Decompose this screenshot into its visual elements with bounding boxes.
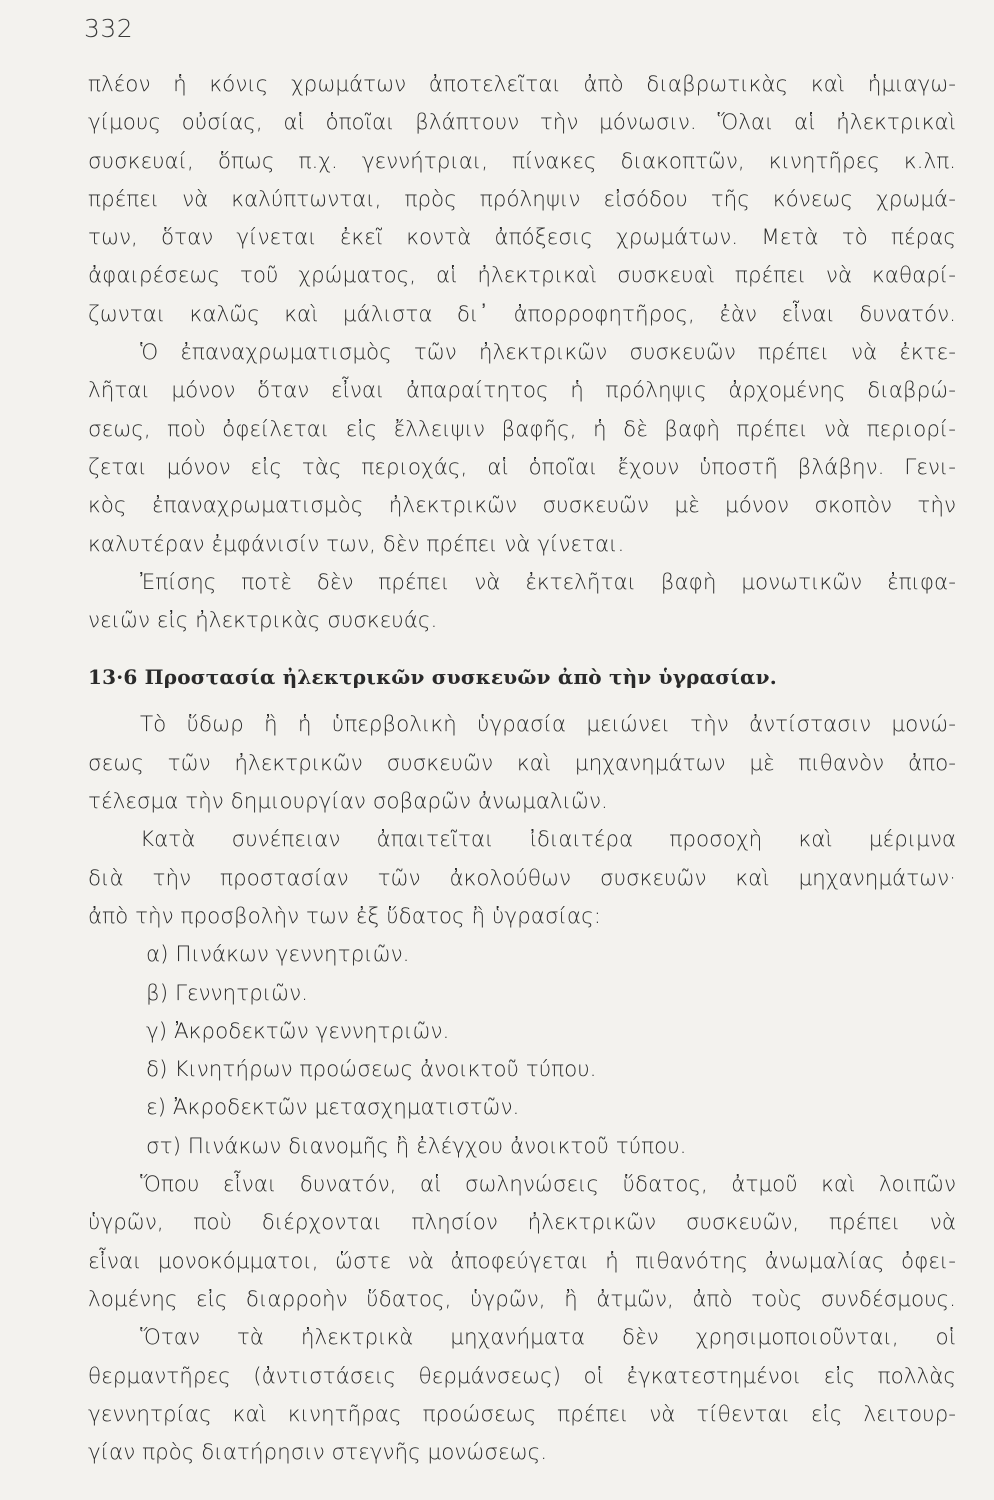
text-line: Ὅπου εἶναι δυνατόν, αἱ σωληνώσεις ὕδατος, ἀτμοῦ καὶ λοιπῶν [140, 1172, 956, 1198]
text-line: λῆται μόνον ὅταν εἶναι ἀπαραίτητος ἡ πρόληψις ἀρχομένης διαβρώ- [88, 378, 956, 404]
list-item: ε) Ἀκροδεκτῶν μετασχηματιστῶν. [146, 1095, 520, 1121]
text-line: Ὁ ἐπαναχρωματισμὸς τῶν ἠλεκτρικῶν συσκευῶν πρέπει νὰ ἐκτε- [140, 340, 956, 366]
text-line: λομένης εἰς διαρροὴν ὕδατος, ὑγρῶν, ἢ ἀτμῶν, ἀπὸ τοὺς συνδέσμους. [88, 1286, 956, 1312]
text-line: Ὅταν τὰ ἠλεκτρικὰ μηχανήματα δὲν χρησιμοποιοῦνται, οἱ [140, 1325, 956, 1351]
list-item: α) Πινάκων γεννητριῶν. [146, 942, 410, 968]
text-line: διὰ τὴν προστασίαν τῶν ἀκολούθων συσκευῶν καὶ μηχανημάτων· [88, 865, 956, 891]
text-line: σεως, ποὺ ὀφείλεται εἰς ἔλλειψιν βαφῆς, ἡ δὲ βαφὴ πρέπει νὰ περιορί- [88, 416, 956, 442]
list-item: δ) Κινητήρων προώσεως ἀνοικτοῦ τύπου. [146, 1057, 597, 1083]
paragraph-6 [88, 1166, 956, 1319]
page-body [88, 66, 956, 1472]
text-line: γίαν πρὸς διατήρησιν στεγνῆς μονώσεως. [88, 1440, 548, 1466]
paragraph-4 [88, 706, 956, 821]
paragraph-7 [88, 1319, 956, 1472]
text-line: γεννητρίας καὶ κινητῆρας προώσεως πρέπει νὰ τίθενται εἰς λειτουρ- [88, 1401, 956, 1427]
text-line: πλέον ἡ κόνις χρωμάτων ἀποτελεῖται ἀπὸ διαβρωτικὰς καὶ ἡμιαγω- [88, 72, 956, 97]
text-line: ζεται μόνον εἰς τὰς περιοχάς, αἱ ὁποῖαι ἔχουν ὑποστῆ βλάβην. Γενι- [88, 454, 956, 480]
text-line: ἀπὸ τὴν προσβολὴν των ἐξ ὕδατος ἢ ὑγρασίας: [88, 903, 601, 929]
text-line: σεως τῶν ἠλεκτρικῶν συσκευῶν καὶ μηχανημάτων μὲ πιθανὸν ἀπο- [88, 750, 956, 776]
text-line: Ἐπίσης ποτὲ δὲν πρέπει νὰ ἐκτελῆται βαφὴ μονωτικῶν ἐπιφα- [140, 569, 956, 595]
text-line: συσκευαί, ὅπως π.χ. γεννήτριαι, πίνακες διακοπτῶν, κινητῆρες κ.λπ. [88, 148, 956, 174]
text-line: Κατὰ συνέπειαν ἀπαιτεῖται ἰδιαιτέρα προσοχὴ καὶ μέριμνα [140, 827, 956, 853]
paragraph-5 [88, 821, 956, 936]
list-item: στ) Πινάκων διανομῆς ἢ ἐλέγχου ἀνοικτοῦ τύπου. [146, 1133, 687, 1159]
text-line: θερμαντῆρες (ἀντιστάσεις θερμάνσεως) οἱ ἐγκατεστημένοι εἰς πολλὰς [88, 1363, 956, 1389]
text-line: ὑγρῶν, ποὺ διέρχονται πλησίον ἠλεκτρικῶν συσκευῶν, πρέπει νὰ [88, 1210, 956, 1236]
text-line: εἶναι μονοκόμματοι, ὥστε νὰ ἀποφεύγεται ἡ πιθανότης ἀνωμαλίας ὀφει- [88, 1248, 956, 1274]
text-line: Τὸ ὕδωρ ἢ ἡ ὑπερβολικὴ ὑγρασία μειώνει τὴν ἀντίστασιν μονώ- [140, 712, 956, 738]
list-item: β) Γεννητριῶν. [146, 980, 308, 1006]
text-line: ἀφαιρέσεως τοῦ χρώματος, αἱ ἠλεκτρικαὶ συσκευαὶ πρέπει νὰ καθαρί- [88, 263, 956, 289]
text-line: κὸς ἐπαναχρωματισμὸς ἠλεκτρικῶν συσκευῶν μὲ μόνον σκοπὸν τὴν [88, 493, 956, 519]
text-line: νειῶν εἰς ἠλεκτρικὰς συσκευάς. [88, 608, 438, 634]
paragraph-1 [88, 66, 956, 334]
equipment-list [88, 936, 956, 1166]
section-heading: 13·6 Προστασία ἠλεκτρικῶν συσκευῶν ἀπὸ τὴν ὑγρασίαν. [88, 665, 777, 690]
text-line: των, ὅταν γίνεται ἐκεῖ κοντὰ ἀπόξεσις χρωμάτων. Μετὰ τὸ πέρας [88, 225, 956, 251]
paragraph-2 [88, 334, 956, 564]
list-item: γ) Ἀκροδεκτῶν γεννητριῶν. [146, 1018, 450, 1044]
text-line: τέλεσμα τὴν δημιουργίαν σοβαρῶν ἀνωμαλιῶν. [88, 789, 608, 815]
page-number: 332 [84, 14, 134, 43]
text-line: καλυτέραν ἐμφάνισίν των, δὲν πρέπει νὰ γίνεται. [88, 531, 625, 557]
text-line: ζωνται καλῶς καὶ μάλιστα δι᾽ ἀπορροφητῆρος, ἐὰν εἶναι δυνατόν. [88, 301, 956, 327]
paragraph-3 [88, 564, 956, 641]
text-line: πρέπει νὰ καλύπτωνται, πρὸς πρόληψιν εἰσόδου τῆς κόνεως χρωμά- [88, 186, 956, 212]
text-line: γίμους οὐσίας, αἱ ὁποῖαι βλάπτουν τὴν μόνωσιν. Ὅλαι αἱ ἠλεκτρικαὶ [88, 110, 956, 136]
